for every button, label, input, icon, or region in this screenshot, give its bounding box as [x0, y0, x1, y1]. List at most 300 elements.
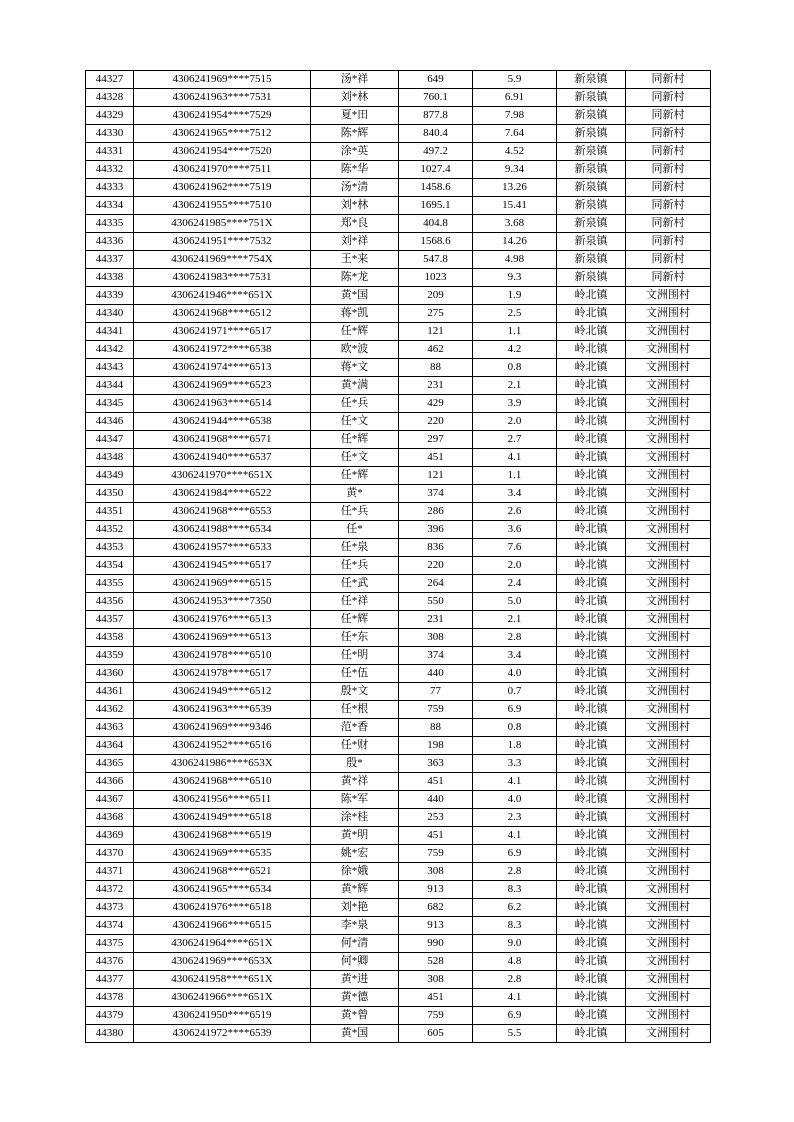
seq-cell: 44351	[86, 503, 134, 521]
village-cell: 文洲围村	[626, 395, 711, 413]
village-cell: 文洲围村	[626, 503, 711, 521]
table-row	[86, 755, 711, 773]
value-cell: 9.3	[473, 269, 557, 287]
seq-cell: 44346	[86, 413, 134, 431]
id-number-cell: 4306241963****6514	[134, 395, 311, 413]
id-number-cell: 4306241968****6519	[134, 827, 311, 845]
id-number-cell: 4306241962****7519	[134, 179, 311, 197]
town-cell: 岭北镇	[557, 881, 626, 899]
amount-cell: 396	[399, 521, 473, 539]
table-row	[86, 107, 711, 125]
table-row	[86, 503, 711, 521]
table-row	[86, 485, 711, 503]
value-cell: 2.0	[473, 413, 557, 431]
village-cell: 文洲围村	[626, 755, 711, 773]
value-cell: 3.3	[473, 755, 557, 773]
amount-cell: 1458.6	[399, 179, 473, 197]
amount-cell: 363	[399, 755, 473, 773]
value-cell: 2.8	[473, 863, 557, 881]
table-row	[86, 341, 711, 359]
value-cell: 4.98	[473, 251, 557, 269]
village-cell: 文洲围村	[626, 629, 711, 647]
id-number-cell: 4306241965****6534	[134, 881, 311, 899]
id-number-cell: 4306241940****6537	[134, 449, 311, 467]
seq-cell: 44365	[86, 755, 134, 773]
id-number-cell: 4306241969****6515	[134, 575, 311, 593]
amount-cell: 759	[399, 845, 473, 863]
value-cell: 2.4	[473, 575, 557, 593]
table-row	[86, 845, 711, 863]
village-cell: 文洲围村	[626, 611, 711, 629]
id-number-cell: 4306241969****7515	[134, 71, 311, 89]
amount-cell: 451	[399, 989, 473, 1007]
amount-cell: 308	[399, 971, 473, 989]
table-row	[86, 683, 711, 701]
town-cell: 岭北镇	[557, 827, 626, 845]
amount-cell: 88	[399, 719, 473, 737]
amount-cell: 497.2	[399, 143, 473, 161]
name-cell: 徐*娥	[311, 863, 399, 881]
name-cell: 黄*辉	[311, 881, 399, 899]
name-cell: 任*东	[311, 629, 399, 647]
village-cell: 文洲围村	[626, 341, 711, 359]
value-cell: 6.91	[473, 89, 557, 107]
seq-cell: 44359	[86, 647, 134, 665]
amount-cell: 253	[399, 809, 473, 827]
id-number-cell: 4306241966****6515	[134, 917, 311, 935]
seq-cell: 44374	[86, 917, 134, 935]
amount-cell: 840.4	[399, 125, 473, 143]
seq-cell: 44377	[86, 971, 134, 989]
value-cell: 7.6	[473, 539, 557, 557]
village-cell: 文洲围村	[626, 1025, 711, 1043]
name-cell: 任*武	[311, 575, 399, 593]
seq-cell: 44362	[86, 701, 134, 719]
value-cell: 4.1	[473, 827, 557, 845]
village-cell: 文洲围村	[626, 935, 711, 953]
name-cell: 任*兵	[311, 395, 399, 413]
table-row	[86, 737, 711, 755]
table-row	[86, 665, 711, 683]
town-cell: 新泉镇	[557, 107, 626, 125]
amount-cell: 877.8	[399, 107, 473, 125]
village-cell: 文洲围村	[626, 719, 711, 737]
town-cell: 新泉镇	[557, 71, 626, 89]
town-cell: 岭北镇	[557, 575, 626, 593]
town-cell: 岭北镇	[557, 971, 626, 989]
amount-cell: 429	[399, 395, 473, 413]
seq-cell: 44327	[86, 71, 134, 89]
id-number-cell: 4306241968****6553	[134, 503, 311, 521]
seq-cell: 44372	[86, 881, 134, 899]
village-cell: 文洲围村	[626, 989, 711, 1007]
value-cell: 4.1	[473, 773, 557, 791]
table-row	[86, 629, 711, 647]
town-cell: 岭北镇	[557, 611, 626, 629]
id-number-cell: 4306241952****6516	[134, 737, 311, 755]
amount-cell: 231	[399, 377, 473, 395]
village-cell: 文洲围村	[626, 899, 711, 917]
seq-cell: 44369	[86, 827, 134, 845]
value-cell: 6.2	[473, 899, 557, 917]
table-row	[86, 773, 711, 791]
id-number-cell: 4306241953****7350	[134, 593, 311, 611]
seq-cell: 44366	[86, 773, 134, 791]
amount-cell: 547.8	[399, 251, 473, 269]
name-cell: 任*泉	[311, 539, 399, 557]
value-cell: 3.6	[473, 521, 557, 539]
table-row	[86, 413, 711, 431]
amount-cell: 550	[399, 593, 473, 611]
amount-cell: 121	[399, 323, 473, 341]
id-number-cell: 4306241970****651X	[134, 467, 311, 485]
value-cell: 3.4	[473, 647, 557, 665]
town-cell: 岭北镇	[557, 341, 626, 359]
value-cell: 3.9	[473, 395, 557, 413]
value-cell: 5.9	[473, 71, 557, 89]
amount-cell: 528	[399, 953, 473, 971]
table-row	[86, 395, 711, 413]
town-cell: 岭北镇	[557, 521, 626, 539]
table-row	[86, 557, 711, 575]
table-row	[86, 953, 711, 971]
amount-cell: 220	[399, 413, 473, 431]
village-cell: 文洲围村	[626, 845, 711, 863]
amount-cell: 121	[399, 467, 473, 485]
value-cell: 2.8	[473, 629, 557, 647]
name-cell: 陈*军	[311, 791, 399, 809]
name-cell: 黄*国	[311, 1025, 399, 1043]
town-cell: 岭北镇	[557, 773, 626, 791]
id-number-cell: 4306241974****6513	[134, 359, 311, 377]
seq-cell: 44348	[86, 449, 134, 467]
name-cell: 陈*龙	[311, 269, 399, 287]
id-number-cell: 4306241963****6539	[134, 701, 311, 719]
town-cell: 岭北镇	[557, 323, 626, 341]
table-row	[86, 125, 711, 143]
table-row	[86, 305, 711, 323]
amount-cell: 440	[399, 665, 473, 683]
village-cell: 文洲围村	[626, 683, 711, 701]
name-cell: 蒋*文	[311, 359, 399, 377]
amount-cell: 759	[399, 1007, 473, 1025]
table-row	[86, 809, 711, 827]
value-cell: 14.26	[473, 233, 557, 251]
value-cell: 5.5	[473, 1025, 557, 1043]
village-cell: 同新村	[626, 89, 711, 107]
table-row	[86, 215, 711, 233]
seq-cell: 44355	[86, 575, 134, 593]
name-cell: 汤*祥	[311, 71, 399, 89]
village-cell: 同新村	[626, 233, 711, 251]
value-cell: 4.0	[473, 791, 557, 809]
id-number-cell: 4306241968****6571	[134, 431, 311, 449]
town-cell: 岭北镇	[557, 593, 626, 611]
table-row	[86, 701, 711, 719]
id-number-cell: 4306241969****6523	[134, 377, 311, 395]
name-cell: 任*文	[311, 449, 399, 467]
table-row	[86, 575, 711, 593]
name-cell: 王*来	[311, 251, 399, 269]
amount-cell: 440	[399, 791, 473, 809]
town-cell: 新泉镇	[557, 179, 626, 197]
id-number-cell: 4306241969****653X	[134, 953, 311, 971]
name-cell: 任*辉	[311, 611, 399, 629]
seq-cell: 44375	[86, 935, 134, 953]
value-cell: 2.6	[473, 503, 557, 521]
seq-cell: 44341	[86, 323, 134, 341]
seq-cell: 44332	[86, 161, 134, 179]
name-cell: 任*明	[311, 647, 399, 665]
amount-cell: 220	[399, 557, 473, 575]
amount-cell: 760.1	[399, 89, 473, 107]
town-cell: 岭北镇	[557, 989, 626, 1007]
village-cell: 文洲围村	[626, 917, 711, 935]
seq-cell: 44334	[86, 197, 134, 215]
value-cell: 0.8	[473, 719, 557, 737]
village-cell: 文洲围村	[626, 593, 711, 611]
town-cell: 新泉镇	[557, 251, 626, 269]
seq-cell: 44363	[86, 719, 134, 737]
seq-cell: 44350	[86, 485, 134, 503]
town-cell: 岭北镇	[557, 305, 626, 323]
village-cell: 文洲围村	[626, 323, 711, 341]
village-cell: 文洲围村	[626, 701, 711, 719]
name-cell: 涂*英	[311, 143, 399, 161]
town-cell: 新泉镇	[557, 125, 626, 143]
id-number-cell: 4306241966****651X	[134, 989, 311, 1007]
name-cell: 黄*德	[311, 989, 399, 1007]
value-cell: 7.98	[473, 107, 557, 125]
name-cell: 蒋*凯	[311, 305, 399, 323]
town-cell: 岭北镇	[557, 557, 626, 575]
village-cell: 同新村	[626, 197, 711, 215]
table-row	[86, 899, 711, 917]
village-cell: 文洲围村	[626, 827, 711, 845]
name-cell: 黄*祥	[311, 773, 399, 791]
id-number-cell: 4306241969****754X	[134, 251, 311, 269]
value-cell: 0.7	[473, 683, 557, 701]
town-cell: 岭北镇	[557, 791, 626, 809]
id-number-cell: 4306241955****7510	[134, 197, 311, 215]
amount-cell: 1695.1	[399, 197, 473, 215]
value-cell: 1.8	[473, 737, 557, 755]
town-cell: 岭北镇	[557, 845, 626, 863]
amount-cell: 913	[399, 917, 473, 935]
id-number-cell: 4306241950****6519	[134, 1007, 311, 1025]
value-cell: 4.0	[473, 665, 557, 683]
amount-cell: 451	[399, 827, 473, 845]
name-cell: 李*泉	[311, 917, 399, 935]
village-cell: 文洲围村	[626, 377, 711, 395]
table-row	[86, 161, 711, 179]
town-cell: 岭北镇	[557, 863, 626, 881]
seq-cell: 44352	[86, 521, 134, 539]
town-cell: 新泉镇	[557, 215, 626, 233]
name-cell: 任*兵	[311, 557, 399, 575]
value-cell: 7.64	[473, 125, 557, 143]
village-cell: 文洲围村	[626, 557, 711, 575]
id-number-cell: 4306241964****651X	[134, 935, 311, 953]
town-cell: 新泉镇	[557, 197, 626, 215]
town-cell: 岭北镇	[557, 431, 626, 449]
id-number-cell: 4306241969****6513	[134, 629, 311, 647]
value-cell: 6.9	[473, 845, 557, 863]
town-cell: 岭北镇	[557, 899, 626, 917]
seq-cell: 44354	[86, 557, 134, 575]
table-row	[86, 791, 711, 809]
value-cell: 0.8	[473, 359, 557, 377]
town-cell: 新泉镇	[557, 89, 626, 107]
id-number-cell: 4306241954****7529	[134, 107, 311, 125]
seq-cell: 44376	[86, 953, 134, 971]
town-cell: 新泉镇	[557, 269, 626, 287]
id-number-cell: 4306241944****6538	[134, 413, 311, 431]
village-cell: 同新村	[626, 125, 711, 143]
table-row	[86, 917, 711, 935]
value-cell: 9.34	[473, 161, 557, 179]
id-number-cell: 4306241986****653X	[134, 755, 311, 773]
town-cell: 岭北镇	[557, 503, 626, 521]
town-cell: 岭北镇	[557, 485, 626, 503]
value-cell: 4.1	[473, 449, 557, 467]
table-row	[86, 269, 711, 287]
table-row	[86, 323, 711, 341]
amount-cell: 913	[399, 881, 473, 899]
value-cell: 6.9	[473, 701, 557, 719]
table-row	[86, 521, 711, 539]
name-cell: 黄*曾	[311, 1007, 399, 1025]
id-number-cell: 4306241972****6539	[134, 1025, 311, 1043]
id-number-cell: 4306241945****6517	[134, 557, 311, 575]
id-number-cell: 4306241958****651X	[134, 971, 311, 989]
id-number-cell: 4306241949****6518	[134, 809, 311, 827]
id-number-cell: 4306241968****6510	[134, 773, 311, 791]
seq-cell: 44345	[86, 395, 134, 413]
village-cell: 同新村	[626, 161, 711, 179]
id-number-cell: 4306241946****651X	[134, 287, 311, 305]
seq-cell: 44358	[86, 629, 134, 647]
name-cell: 任*文	[311, 413, 399, 431]
value-cell: 4.2	[473, 341, 557, 359]
seq-cell: 44361	[86, 683, 134, 701]
seq-cell: 44357	[86, 611, 134, 629]
id-number-cell: 4306241985****751X	[134, 215, 311, 233]
seq-cell: 44328	[86, 89, 134, 107]
town-cell: 新泉镇	[557, 143, 626, 161]
village-cell: 文洲围村	[626, 773, 711, 791]
value-cell: 8.3	[473, 917, 557, 935]
table-row	[86, 89, 711, 107]
amount-cell: 275	[399, 305, 473, 323]
village-cell: 同新村	[626, 143, 711, 161]
id-number-cell: 4306241968****6512	[134, 305, 311, 323]
id-number-cell: 4306241963****7531	[134, 89, 311, 107]
name-cell: 殷*文	[311, 683, 399, 701]
name-cell: 任*财	[311, 737, 399, 755]
table-row	[86, 827, 711, 845]
seq-cell: 44329	[86, 107, 134, 125]
town-cell: 岭北镇	[557, 413, 626, 431]
village-cell: 同新村	[626, 107, 711, 125]
value-cell: 2.8	[473, 971, 557, 989]
table-row	[86, 179, 711, 197]
town-cell: 岭北镇	[557, 467, 626, 485]
name-cell: 黄*国	[311, 287, 399, 305]
village-cell: 文洲围村	[626, 485, 711, 503]
name-cell: 任*根	[311, 701, 399, 719]
seq-cell: 44368	[86, 809, 134, 827]
seq-cell: 44343	[86, 359, 134, 377]
seq-cell: 44349	[86, 467, 134, 485]
village-cell: 文洲围村	[626, 413, 711, 431]
table-row	[86, 611, 711, 629]
amount-cell: 231	[399, 611, 473, 629]
id-number-cell: 4306241976****6518	[134, 899, 311, 917]
table-row	[86, 935, 711, 953]
amount-cell: 88	[399, 359, 473, 377]
town-cell: 岭北镇	[557, 755, 626, 773]
table-row	[86, 971, 711, 989]
amount-cell: 1023	[399, 269, 473, 287]
name-cell: 任*祥	[311, 593, 399, 611]
amount-cell: 404.8	[399, 215, 473, 233]
village-cell: 文洲围村	[626, 305, 711, 323]
town-cell: 岭北镇	[557, 719, 626, 737]
name-cell: 夏*田	[311, 107, 399, 125]
amount-cell: 308	[399, 863, 473, 881]
value-cell: 2.5	[473, 305, 557, 323]
name-cell: 刘*祥	[311, 233, 399, 251]
value-cell: 2.0	[473, 557, 557, 575]
table-row	[86, 593, 711, 611]
village-cell: 文洲围村	[626, 809, 711, 827]
amount-cell: 264	[399, 575, 473, 593]
name-cell: 黄*	[311, 485, 399, 503]
table-row	[86, 719, 711, 737]
name-cell: 黄*满	[311, 377, 399, 395]
name-cell: 任*辉	[311, 323, 399, 341]
amount-cell: 308	[399, 629, 473, 647]
table-row	[86, 467, 711, 485]
name-cell: 陈*华	[311, 161, 399, 179]
village-cell: 文洲围村	[626, 665, 711, 683]
seq-cell: 44330	[86, 125, 134, 143]
id-number-cell: 4306241954****7520	[134, 143, 311, 161]
village-cell: 文洲围村	[626, 1007, 711, 1025]
town-cell: 岭北镇	[557, 449, 626, 467]
amount-cell: 1027.4	[399, 161, 473, 179]
village-cell: 同新村	[626, 269, 711, 287]
village-cell: 文洲围村	[626, 467, 711, 485]
town-cell: 岭北镇	[557, 917, 626, 935]
table-row	[86, 197, 711, 215]
village-cell: 同新村	[626, 251, 711, 269]
name-cell: 任*伍	[311, 665, 399, 683]
town-cell: 岭北镇	[557, 683, 626, 701]
town-cell: 岭北镇	[557, 395, 626, 413]
name-cell: 欧*波	[311, 341, 399, 359]
seq-cell: 44342	[86, 341, 134, 359]
value-cell: 4.1	[473, 989, 557, 1007]
table-row	[86, 989, 711, 1007]
town-cell: 岭北镇	[557, 665, 626, 683]
town-cell: 岭北镇	[557, 809, 626, 827]
id-number-cell: 4306241965****7512	[134, 125, 311, 143]
town-cell: 岭北镇	[557, 647, 626, 665]
seq-cell: 44356	[86, 593, 134, 611]
seq-cell: 44371	[86, 863, 134, 881]
